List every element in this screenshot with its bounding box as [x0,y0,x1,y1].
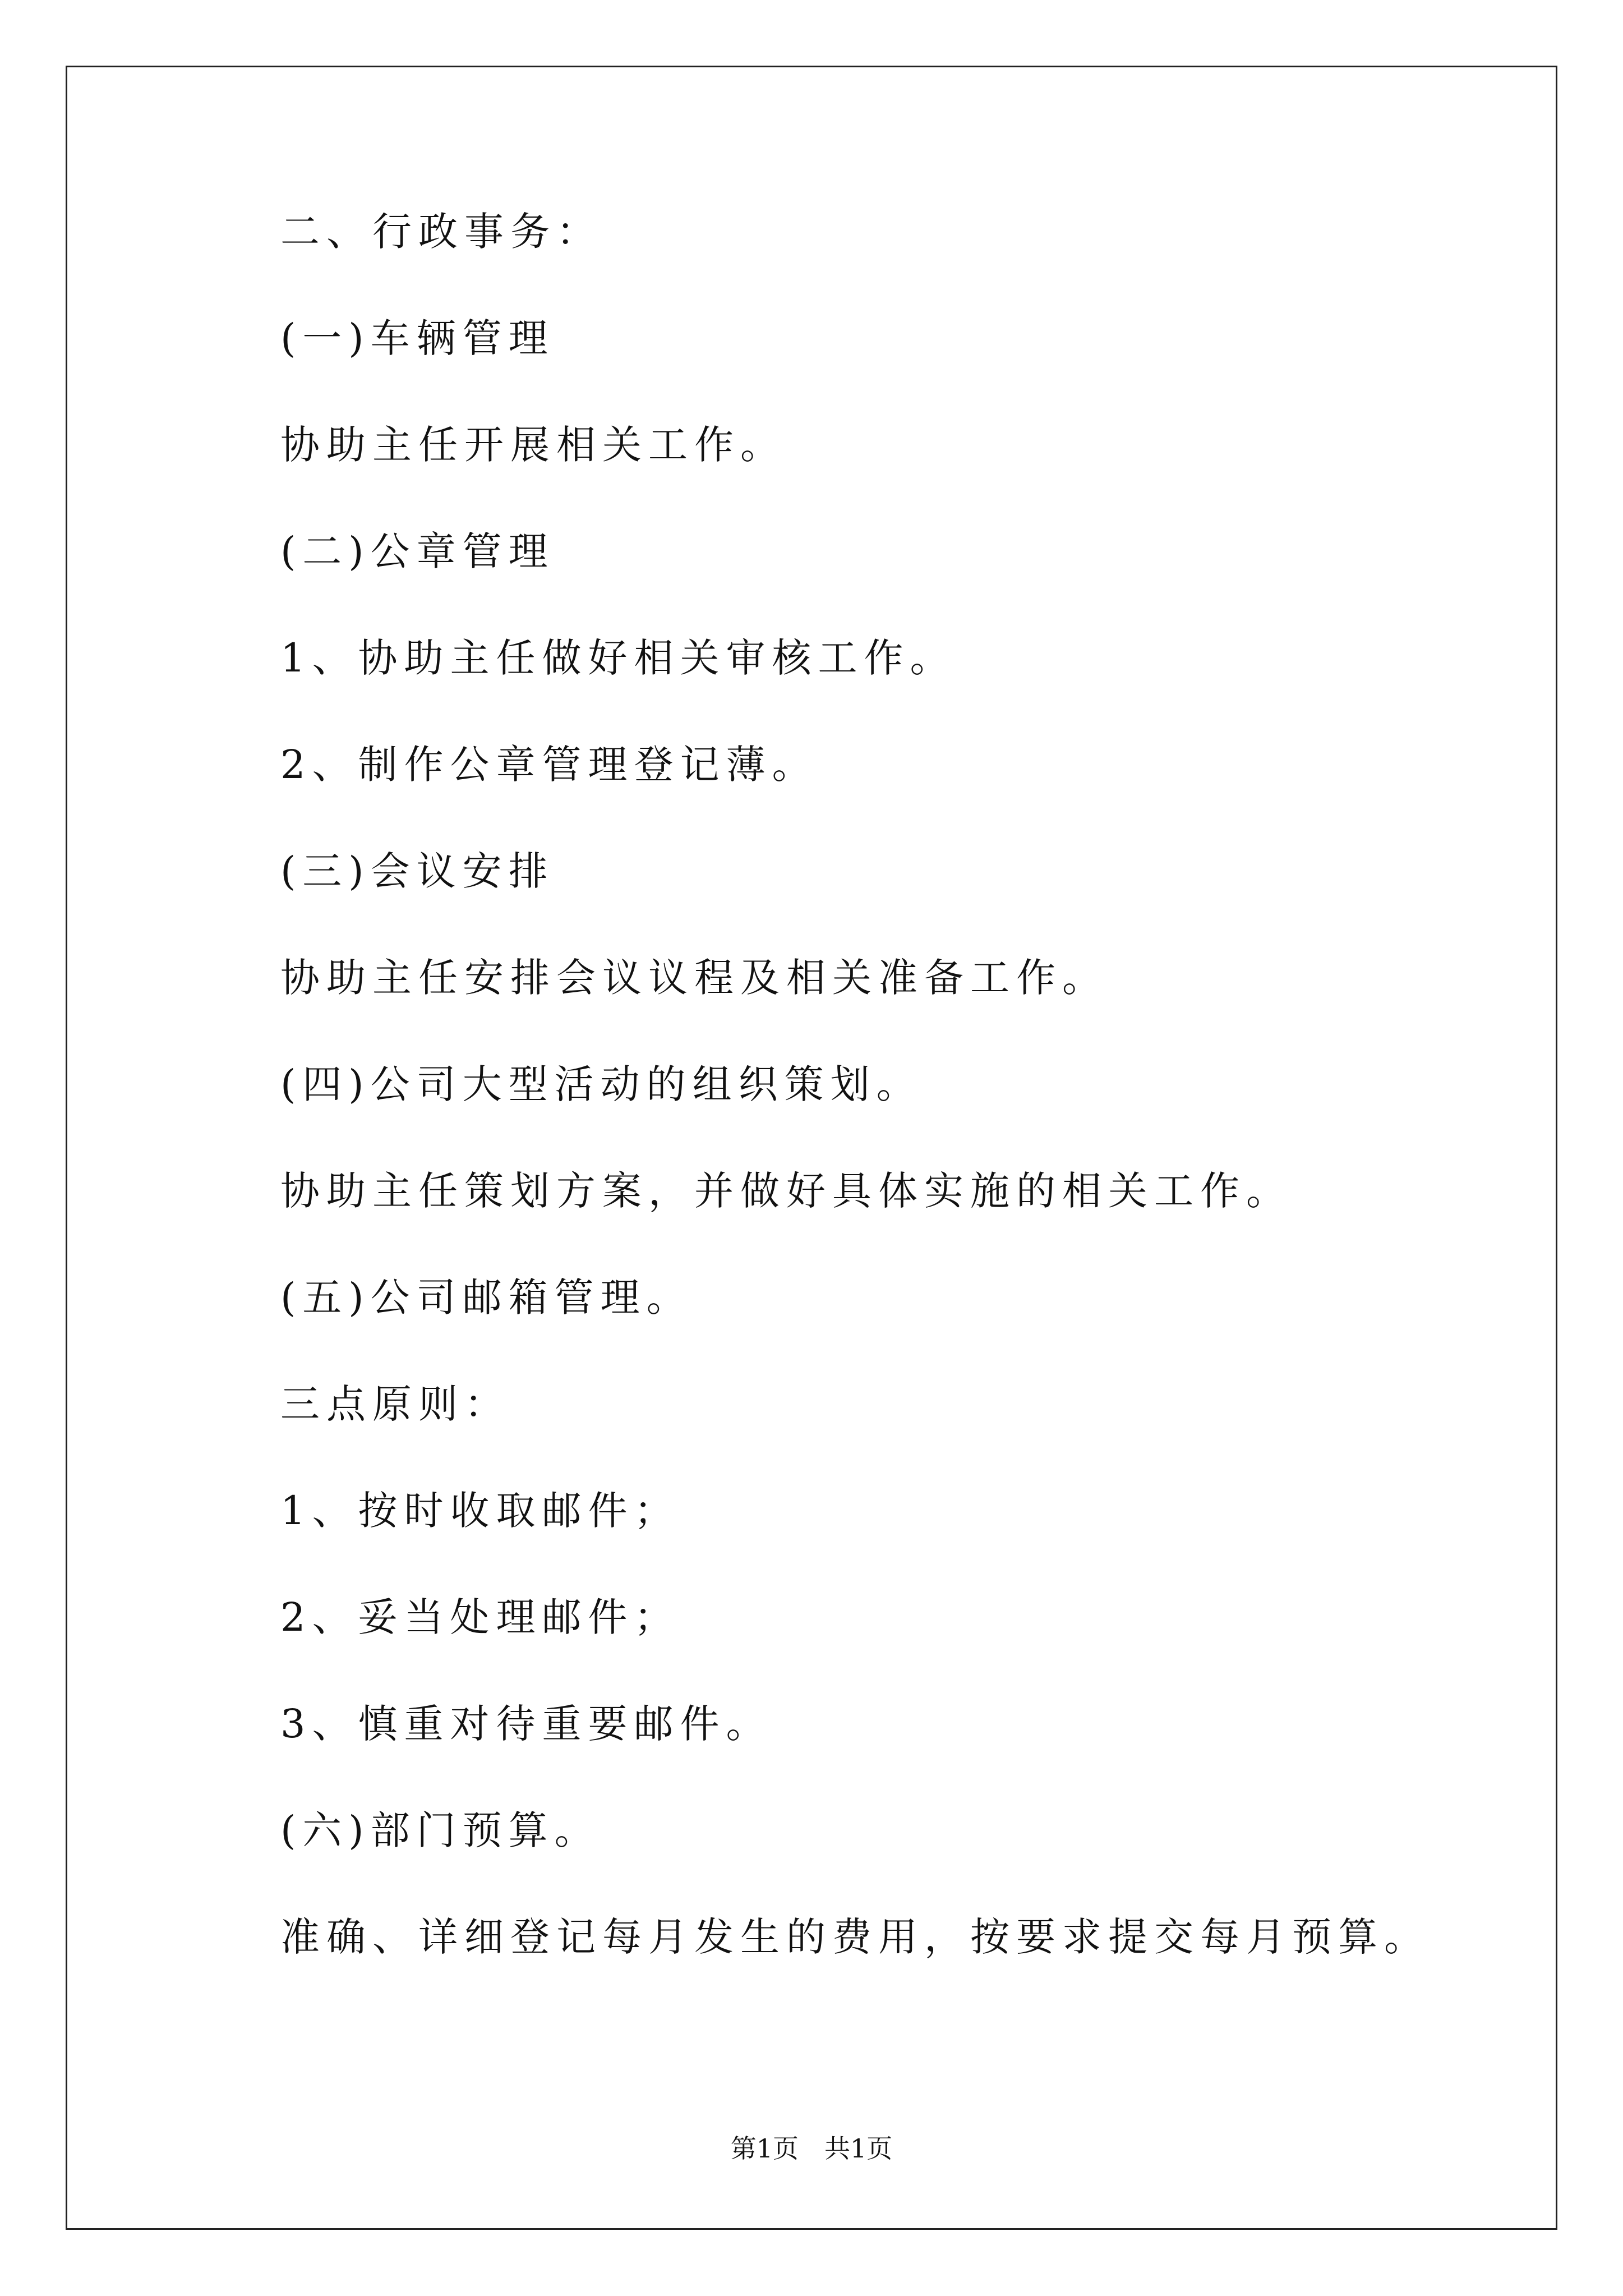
page-number-footer: 第1页 共1页 [730,2133,893,2164]
paragraph: 协助主任安排会议议程及相关准备工作。 [280,955,1108,1001]
page-border [66,66,1557,2230]
subsection-heading: (一)车辆管理 [280,315,555,361]
paragraph: 准确、详细登记每月发生的费用，按要求提交每月预算。 [280,1914,1430,1960]
paragraph: 协助主任开展相关工作。 [280,422,786,468]
list-item: 1、按时收取邮件； [280,1488,680,1534]
list-item: 2、妥当处理邮件； [280,1594,680,1640]
subsection-heading: (六)部门预算。 [280,1807,601,1853]
paragraph: 协助主任策划方案，并做好具体实施的相关工作。 [280,1168,1292,1214]
list-item: 3、慎重对待重要邮件。 [280,1701,772,1747]
subsection-heading: (四)公司大型活动的组织策划。 [280,1061,923,1107]
list-item: 2、制作公章管理登记薄。 [280,742,818,788]
section-heading: 二、行政事务： [280,209,602,255]
subsection-heading: (二)公章管理 [280,528,555,574]
subsection-heading: (五)公司邮箱管理。 [280,1274,693,1320]
subsection-heading: (三)会议安排 [280,848,555,894]
paragraph: 三点原则： [280,1381,510,1427]
list-item: 1、协助主任做好相关审核工作。 [280,635,956,681]
